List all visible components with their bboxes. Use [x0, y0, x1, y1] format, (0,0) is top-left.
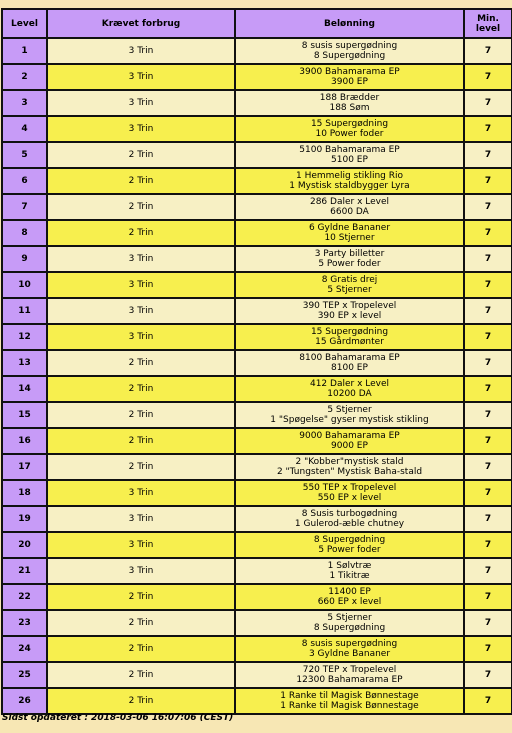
reward-line: 10200 DA	[327, 389, 372, 399]
reward-line: 1 Tikitræ	[329, 571, 370, 581]
level-cell: 12	[3, 325, 46, 349]
header-reward: Belønning	[236, 10, 463, 37]
required-cell: 2 Trin	[48, 637, 234, 661]
reward-line: 15 Supergødning	[310, 327, 389, 337]
min-level-cell: 7	[465, 689, 511, 713]
reward-cell	[236, 91, 463, 115]
table-row	[3, 403, 511, 427]
reward-line: 11400 EP	[328, 587, 371, 597]
level-cell: 2	[3, 65, 46, 89]
min-level-cell: 7	[465, 273, 511, 297]
level-cell: 20	[3, 533, 46, 557]
reward-cell	[236, 689, 463, 713]
table-row	[3, 91, 511, 115]
reward-line: 720 TEP x Tropelevel	[302, 665, 397, 675]
min-level-cell: 7	[465, 403, 511, 427]
min-level-cell: 7	[465, 611, 511, 635]
required-cell: 2 Trin	[48, 195, 234, 219]
reward-cell	[236, 611, 463, 635]
reward-cell	[236, 351, 463, 375]
reward-line: 286 Daler x Level	[309, 197, 390, 207]
level-cell: 3	[3, 91, 46, 115]
reward-cell	[236, 585, 463, 609]
level-cell: 19	[3, 507, 46, 531]
min-level-cell: 7	[465, 299, 511, 323]
reward-line: 3900 Bahamarama EP	[299, 67, 400, 77]
reward-cell	[236, 325, 463, 349]
min-level-cell: 7	[465, 65, 511, 89]
level-cell: 13	[3, 351, 46, 375]
level-cell: 7	[3, 195, 46, 219]
required-cell: 2 Trin	[48, 221, 234, 245]
level-cell: 11	[3, 299, 46, 323]
required-cell: 3 Trin	[48, 91, 234, 115]
reward-line: 12300 Bahamarama EP	[296, 675, 403, 685]
reward-line: 1 Gulerod-æble chutney	[294, 519, 405, 529]
table-row	[3, 429, 511, 453]
reward-line: 550 EP x level	[317, 493, 382, 503]
table-row	[3, 533, 511, 557]
reward-line: 2 "Tungsten" Mystisk Baha-stald	[276, 467, 423, 477]
header-required: Krævet forbrug	[48, 10, 234, 37]
reward-line: 188 Søm	[329, 103, 370, 113]
reward-line: 9000 Bahamarama EP	[299, 431, 400, 441]
min-level-cell: 7	[465, 507, 511, 531]
level-cell: 5	[3, 143, 46, 167]
min-level-cell: 7	[465, 39, 511, 63]
reward-line: 1 Mystisk staldbygger Lyra	[289, 181, 410, 191]
reward-line: 3 Party billetter	[314, 249, 385, 259]
min-level-cell: 7	[465, 117, 511, 141]
min-level-cell: 7	[465, 247, 511, 271]
reward-line: 15 Gårdmønter	[315, 337, 384, 347]
reward-line: 412 Daler x Level	[309, 379, 390, 389]
reward-line: 660 EP x level	[317, 597, 382, 607]
required-cell: 3 Trin	[48, 325, 234, 349]
min-level-cell: 7	[465, 585, 511, 609]
reward-cell	[236, 247, 463, 271]
header-level: Level	[3, 10, 46, 37]
reward-cell	[236, 143, 463, 167]
reward-cell	[236, 65, 463, 89]
min-level-cell: 7	[465, 637, 511, 661]
reward-cell	[236, 455, 463, 479]
reward-cell	[236, 663, 463, 687]
level-cell: 23	[3, 611, 46, 635]
reward-line: 1 Ranke til Magisk Bønnestage	[280, 701, 419, 711]
min-level-cell: 7	[465, 221, 511, 245]
table-row	[3, 273, 511, 297]
min-level-cell: 7	[465, 533, 511, 557]
reward-line: 2 "Kobber"mystisk stald	[295, 457, 404, 467]
table-row	[3, 65, 511, 89]
table-row	[3, 611, 511, 635]
reward-cell	[236, 429, 463, 453]
table-row	[3, 559, 511, 583]
reward-line: 8 Supergødning	[313, 535, 386, 545]
level-cell: 17	[3, 455, 46, 479]
min-level-cell: 7	[465, 195, 511, 219]
table-row	[3, 637, 511, 661]
table-row	[3, 247, 511, 271]
table-row	[3, 689, 511, 713]
reward-line: 5 Power foder	[318, 545, 381, 555]
required-cell: 2 Trin	[48, 377, 234, 401]
min-level-cell: 7	[465, 351, 511, 375]
reward-line: 550 TEP x Tropelevel	[302, 483, 397, 493]
table-row	[3, 507, 511, 531]
level-cell: 8	[3, 221, 46, 245]
min-level-cell: 7	[465, 663, 511, 687]
reward-line: 5100 EP	[331, 155, 368, 165]
required-cell: 3 Trin	[48, 39, 234, 63]
level-cell: 10	[3, 273, 46, 297]
reward-line: 1 Ranke til Magisk Bønnestage	[280, 691, 419, 701]
required-cell: 3 Trin	[48, 65, 234, 89]
reward-line: 188 Brædder	[319, 93, 380, 103]
min-level-cell: 7	[465, 559, 511, 583]
header-min-level-line1: Min.	[477, 13, 499, 24]
reward-line: 8 Susis turbogødning	[301, 509, 398, 519]
reward-cell	[236, 637, 463, 661]
required-cell: 2 Trin	[48, 403, 234, 427]
reward-line: 8 Supergødning	[313, 51, 386, 61]
required-cell: 3 Trin	[48, 559, 234, 583]
reward-cell	[236, 273, 463, 297]
reward-line: 1 "Spøgelse" gyser mystisk stikling	[270, 415, 429, 425]
reward-line: 5 Power foder	[318, 259, 381, 269]
required-cell: 2 Trin	[48, 429, 234, 453]
table-row	[3, 585, 511, 609]
required-cell: 2 Trin	[48, 611, 234, 635]
rewards-table	[1, 8, 512, 715]
reward-cell	[236, 221, 463, 245]
required-cell: 2 Trin	[48, 663, 234, 687]
reward-line: 8 susis supergødning	[301, 41, 398, 51]
reward-cell	[236, 507, 463, 531]
level-cell: 22	[3, 585, 46, 609]
last-updated-text: Sidst opdateret : 2018-03-06 16:07:06 (CEST)	[2, 713, 234, 723]
level-cell: 24	[3, 637, 46, 661]
reward-cell	[236, 559, 463, 583]
reward-line: 10 Stjerner	[324, 233, 375, 243]
required-cell: 3 Trin	[48, 507, 234, 531]
required-cell: 2 Trin	[48, 169, 234, 193]
min-level-cell: 7	[465, 481, 511, 505]
reward-line: 6600 DA	[330, 207, 369, 217]
min-level-cell: 7	[465, 455, 511, 479]
level-cell: 18	[3, 481, 46, 505]
reward-cell	[236, 403, 463, 427]
reward-cell	[236, 169, 463, 193]
table-header-row	[3, 10, 511, 37]
table-row	[3, 663, 511, 687]
min-level-cell: 7	[465, 429, 511, 453]
min-level-cell: 7	[465, 143, 511, 167]
required-cell: 3 Trin	[48, 533, 234, 557]
reward-line: 8100 Bahamarama EP	[299, 353, 400, 363]
reward-line: 3 Gyldne Bananer	[308, 649, 391, 659]
reward-line: 390 TEP x Tropelevel	[302, 301, 397, 311]
reward-cell	[236, 377, 463, 401]
reward-line: 8100 EP	[331, 363, 368, 373]
reward-line: 8 Supergødning	[313, 623, 386, 633]
required-cell: 2 Trin	[48, 143, 234, 167]
reward-line: 5 Stjerner	[327, 285, 372, 295]
reward-line: 10 Power foder	[315, 129, 384, 139]
reward-cell	[236, 299, 463, 323]
table-row	[3, 481, 511, 505]
reward-line: 15 Supergødning	[310, 119, 389, 129]
table-row	[3, 325, 511, 349]
reward-line: 5 Stjerner	[327, 613, 372, 623]
reward-line: 5100 Bahamarama EP	[299, 145, 400, 155]
min-level-cell: 7	[465, 91, 511, 115]
level-cell: 1	[3, 39, 46, 63]
level-cell: 4	[3, 117, 46, 141]
level-cell: 16	[3, 429, 46, 453]
required-cell: 3 Trin	[48, 299, 234, 323]
level-cell: 6	[3, 169, 46, 193]
reward-line: 1 Hemmelig stikling Rio	[295, 171, 403, 181]
level-cell: 15	[3, 403, 46, 427]
reward-line: 6 Gyldne Bananer	[308, 223, 391, 233]
reward-line: 3900 EP	[331, 77, 368, 87]
table-row	[3, 117, 511, 141]
min-level-cell: 7	[465, 169, 511, 193]
required-cell: 2 Trin	[48, 455, 234, 479]
header-min-level-line2: level	[475, 23, 501, 34]
table-row	[3, 455, 511, 479]
required-cell: 3 Trin	[48, 247, 234, 271]
min-level-cell: 7	[465, 325, 511, 349]
level-cell: 21	[3, 559, 46, 583]
level-cell: 25	[3, 663, 46, 687]
reward-cell	[236, 481, 463, 505]
table-row	[3, 143, 511, 167]
table-row	[3, 377, 511, 401]
min-level-cell: 7	[465, 377, 511, 401]
required-cell: 2 Trin	[48, 351, 234, 375]
table-row	[3, 299, 511, 323]
level-cell: 14	[3, 377, 46, 401]
reward-cell	[236, 533, 463, 557]
table-row	[3, 221, 511, 245]
required-cell: 2 Trin	[48, 689, 234, 713]
table-row	[3, 195, 511, 219]
table-row	[3, 169, 511, 193]
required-cell: 3 Trin	[48, 273, 234, 297]
reward-line: 390 EP x level	[317, 311, 382, 321]
table-row	[3, 351, 511, 375]
level-cell: 9	[3, 247, 46, 271]
reward-line: 5 Stjerner	[327, 405, 372, 415]
reward-cell	[236, 39, 463, 63]
required-cell: 3 Trin	[48, 481, 234, 505]
reward-line: 8 Gratis drej	[321, 275, 378, 285]
reward-line: 9000 EP	[331, 441, 368, 451]
table-body	[3, 39, 511, 713]
reward-line: 8 susis supergødning	[301, 639, 398, 649]
required-cell: 2 Trin	[48, 585, 234, 609]
level-cell: 26	[3, 689, 46, 713]
table-row	[3, 39, 511, 63]
reward-cell	[236, 195, 463, 219]
header-min-level	[465, 10, 511, 37]
reward-line: 1 Sølvtræ	[327, 561, 372, 571]
required-cell: 3 Trin	[48, 117, 234, 141]
reward-cell	[236, 117, 463, 141]
